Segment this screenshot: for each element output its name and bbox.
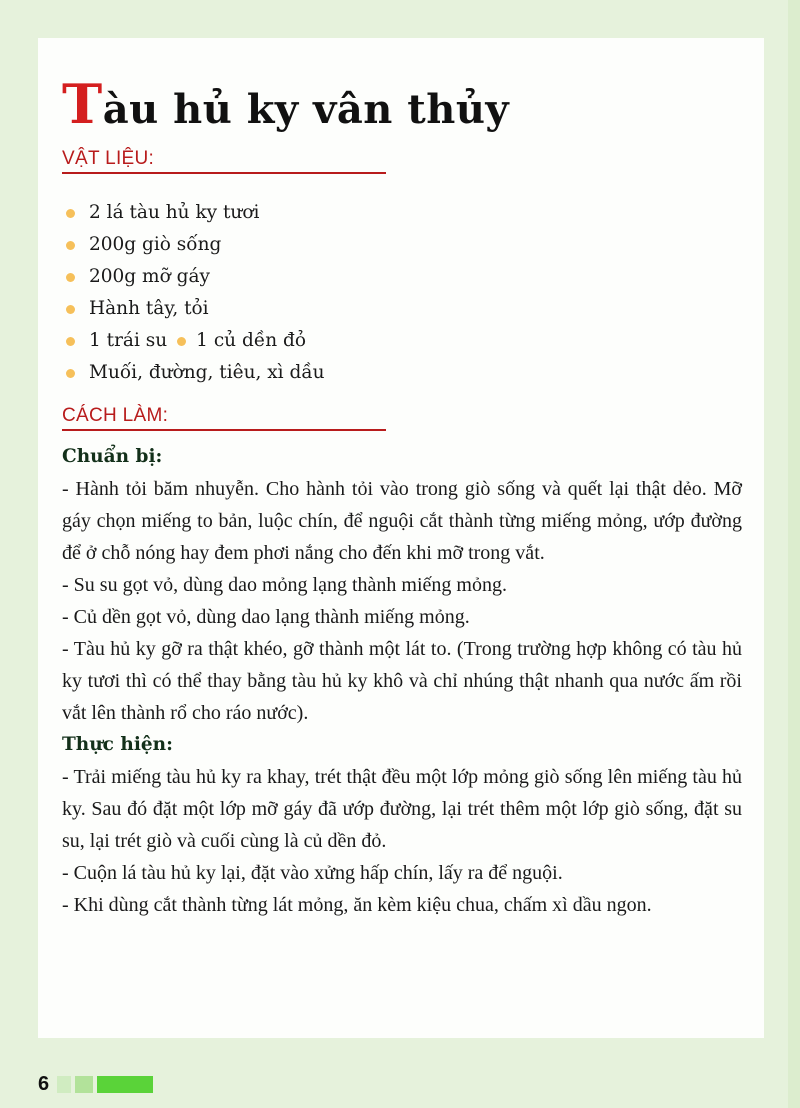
ingredient-list [62, 197, 325, 389]
materials-heading: VẬT LIỆU: [62, 148, 386, 174]
ingredient-item [62, 325, 325, 357]
page-number: 6 [38, 1073, 50, 1095]
ingredient-text: Hành tây, tỏi [89, 298, 209, 319]
ingredient-item [62, 229, 325, 261]
bullet-dot-icon [66, 337, 75, 346]
prep-step: - Su su gọt vỏ, dùng dao mỏng lạng thành miếng mỏng. [62, 574, 507, 596]
cook-step: - Trải miếng tàu hủ ky ra khay, trét thật đều một lớp mỏng giò sống lên miếng tàu hủ ky. Sau đó đặt một lớp mỡ gáy đã ướp đường, lại trét thêm một lớp giò sống, đặt su su, lại trét giò và cuối cùng là củ dền đỏ. [62, 766, 742, 852]
cook-subheading: Thực hiện: [62, 734, 173, 755]
title-text: àu hủ ky vân thủy [102, 86, 510, 133]
footer-bar-decoration [97, 1076, 153, 1093]
bullet-dot-icon [66, 369, 75, 378]
footer-bar-decoration [75, 1076, 93, 1093]
ingredient-item [62, 197, 325, 229]
cook-step: - Cuộn lá tàu hủ ky lại, đặt vào xửng hấp chín, lấy ra để nguội. [62, 862, 563, 884]
page-footer [38, 1073, 153, 1096]
ingredient-text: 1 trái su [89, 330, 168, 351]
bullet-dot-icon [66, 209, 75, 218]
ingredient-item [62, 293, 325, 325]
ingredient-text: 2 lá tàu hủ ky tươi [89, 202, 260, 223]
ingredient-text: 200g giò sống [89, 234, 222, 255]
page-edge-stripe [788, 0, 800, 1108]
prep-subheading: Chuẩn bị: [62, 446, 163, 467]
prep-step: - Tàu hủ ky gỡ ra thật khéo, gỡ thành một lát to. (Trong trường hợp không có tàu hủ ky tươi thì có thể thay bằng tàu hủ ky khô và chỉ nhúng thật nhanh qua nước ấm rồi vắt lên thành rổ cho ráo nước). [62, 638, 742, 724]
cook-step: - Khi dùng cắt thành từng lát mỏng, ăn kèm kiệu chua, chấm xì dầu ngon. [62, 894, 652, 916]
recipe-title [62, 72, 509, 136]
bullet-dot-icon [66, 305, 75, 314]
bullet-dot-icon [177, 337, 186, 346]
ingredient-text: 200g mỡ gáy [89, 266, 210, 287]
prep-step: - Củ dền gọt vỏ, dùng dao lạng thành miếng mỏng. [62, 606, 470, 628]
method-body [62, 441, 742, 921]
bullet-dot-icon [66, 273, 75, 282]
method-heading: CÁCH LÀM: [62, 405, 386, 431]
ingredient-item [62, 357, 325, 389]
ingredient-item [62, 261, 325, 293]
footer-bar-decoration [57, 1076, 71, 1093]
ingredient-text: Muối, đường, tiêu, xì dầu [89, 362, 325, 383]
bullet-dot-icon [66, 241, 75, 250]
prep-step: - Hành tỏi băm nhuyễn. Cho hành tỏi vào trong giò sống và quết lại thật dẻo. Mỡ gáy chọn miếng to bản, luộc chín, để nguội cắt thành từng miếng mỏng, ướp đường để ở chỗ nóng hay đem phơi nắng cho đến khi mỡ trong vắt. [62, 478, 742, 564]
title-drop-cap: T [62, 72, 103, 136]
ingredient-text: 1 củ dền đỏ [196, 330, 306, 351]
